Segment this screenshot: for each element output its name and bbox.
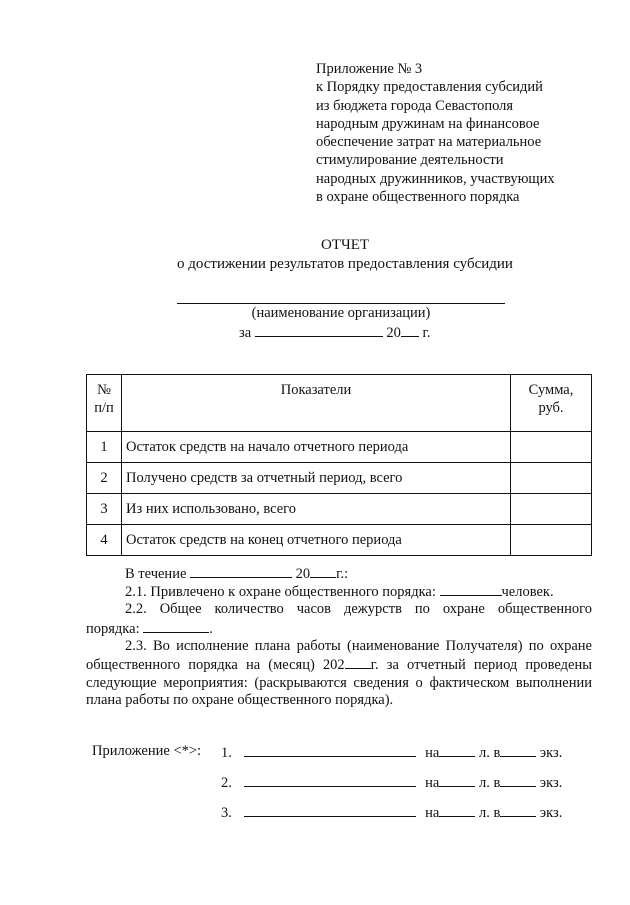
attachment-item bbox=[221, 803, 562, 822]
item-2-3-line4: плана работы по охране общественного порядка). bbox=[86, 692, 394, 708]
attachment-copies-label: экз. bbox=[539, 805, 563, 821]
attachment-copies-field[interactable] bbox=[500, 773, 536, 787]
during-year-field[interactable] bbox=[310, 564, 336, 578]
table-row bbox=[87, 463, 592, 494]
item-2-2-end: . bbox=[209, 621, 213, 637]
header-indicator: Показатели bbox=[122, 375, 511, 432]
attachment-name-field[interactable] bbox=[244, 803, 416, 817]
table-row bbox=[87, 494, 592, 525]
appendix-line: стимулирование деятельности bbox=[316, 152, 504, 169]
report-table bbox=[86, 374, 592, 556]
duty-hours-field[interactable] bbox=[143, 619, 209, 633]
during-year-prefix: 20 bbox=[295, 566, 311, 582]
period-date-field[interactable] bbox=[255, 323, 383, 337]
header-sum: Сумма, руб. bbox=[511, 375, 592, 432]
item-2-1-text: 2.1. Привлечено к охране общественного порядка: bbox=[125, 584, 436, 600]
row-indicator: Получено средств за отчетный период, всего bbox=[122, 463, 511, 494]
item-2-2-line1: 2.2. Общее количество часов дежурств по охране общественного bbox=[125, 601, 592, 617]
month-year-field[interactable] bbox=[345, 655, 371, 669]
appendix-line: народных дружинников, участвующих bbox=[316, 170, 555, 187]
period-year-field[interactable] bbox=[401, 323, 419, 337]
during-prefix: В течение bbox=[125, 566, 187, 582]
attachment-item bbox=[221, 743, 562, 762]
row-num: 4 bbox=[87, 525, 122, 556]
attachment-sheets-label: л. в bbox=[478, 745, 501, 761]
attachment-name-field[interactable] bbox=[244, 743, 416, 757]
row-sum-field[interactable] bbox=[511, 494, 592, 525]
period-line bbox=[239, 323, 430, 342]
table-row bbox=[87, 432, 592, 463]
row-num: 2 bbox=[87, 463, 122, 494]
period-suffix: г. bbox=[422, 325, 431, 341]
row-num: 3 bbox=[87, 494, 122, 525]
appendix-header bbox=[316, 60, 555, 206]
attachment-copies-field[interactable] bbox=[500, 803, 536, 817]
item-2-3-line3: следующие мероприятия: (раскрываются сведения о фактическом выполнении bbox=[86, 675, 592, 691]
attachment-sheets-label: л. в bbox=[478, 805, 501, 821]
item-2-2-line2 bbox=[86, 619, 213, 638]
appendix-line: Приложение № 3 bbox=[316, 61, 423, 77]
attachment-on: на bbox=[425, 775, 440, 791]
attachments-label: Приложение <*>: bbox=[92, 743, 202, 759]
attachment-sheets-label: л. в bbox=[478, 775, 501, 791]
org-name-label: (наименование организации) bbox=[251, 305, 431, 321]
attachment-copies-field[interactable] bbox=[500, 743, 536, 757]
during-suffix: г.: bbox=[336, 566, 349, 582]
table-row bbox=[87, 525, 592, 556]
appendix-line: народным дружинам на финансовое bbox=[316, 115, 540, 132]
item-2-1-suffix: человек. bbox=[501, 584, 554, 600]
row-sum-field[interactable] bbox=[511, 463, 592, 494]
persons-count-field[interactable] bbox=[440, 582, 502, 596]
attachment-on: на bbox=[425, 805, 440, 821]
appendix-line: обеспечение затрат на материальное bbox=[316, 134, 542, 151]
attachment-num: 3. bbox=[221, 805, 232, 821]
item-2-2-label: порядка: bbox=[86, 621, 140, 637]
table-header-row bbox=[87, 375, 592, 432]
period-year-prefix: 20 bbox=[386, 325, 401, 341]
report-subtitle: о достижении результатов предоставления субсидии bbox=[177, 256, 513, 272]
attachment-name-field[interactable] bbox=[244, 773, 416, 787]
row-indicator: Остаток средств на конец отчетного периода bbox=[122, 525, 511, 556]
row-num: 1 bbox=[87, 432, 122, 463]
during-date-field[interactable] bbox=[190, 564, 292, 578]
appendix-line: из бюджета города Севастополя bbox=[316, 97, 514, 114]
attachment-copies-label: экз. bbox=[539, 745, 563, 761]
header-num: № п/п bbox=[87, 375, 122, 432]
row-indicator: Остаток средств на начало отчетного периода bbox=[122, 432, 511, 463]
item-2-3-line2 bbox=[86, 655, 592, 675]
item-2-3-line2-a: общественного порядка на (месяц) 202 bbox=[86, 657, 345, 673]
row-sum-field[interactable] bbox=[511, 525, 592, 556]
row-indicator: Из них использовано, всего bbox=[122, 494, 511, 525]
attachment-num: 1. bbox=[221, 745, 232, 761]
during-line bbox=[125, 564, 348, 583]
item-2-3-line2-b: г. за отчетный период проведены bbox=[370, 657, 592, 673]
item-2-3-line1: 2.3. Во исполнение плана работы (наименование Получателя) по охране bbox=[125, 638, 592, 654]
report-title: ОТЧЕТ bbox=[320, 237, 370, 253]
appendix-line: к Порядку предоставления субсидий bbox=[316, 79, 543, 96]
attachment-sheets-field[interactable] bbox=[439, 803, 475, 817]
attachment-copies-label: экз. bbox=[539, 775, 563, 791]
period-prefix: за bbox=[239, 325, 252, 341]
org-name-field[interactable] bbox=[177, 303, 505, 304]
attachment-sheets-field[interactable] bbox=[439, 773, 475, 787]
attachment-on: на bbox=[425, 745, 440, 761]
attachment-sheets-field[interactable] bbox=[439, 743, 475, 757]
item-2-1 bbox=[125, 582, 554, 601]
appendix-line: в охране общественного порядка bbox=[316, 189, 520, 206]
attachment-item bbox=[221, 773, 562, 792]
row-sum-field[interactable] bbox=[511, 432, 592, 463]
attachment-num: 2. bbox=[221, 775, 232, 791]
